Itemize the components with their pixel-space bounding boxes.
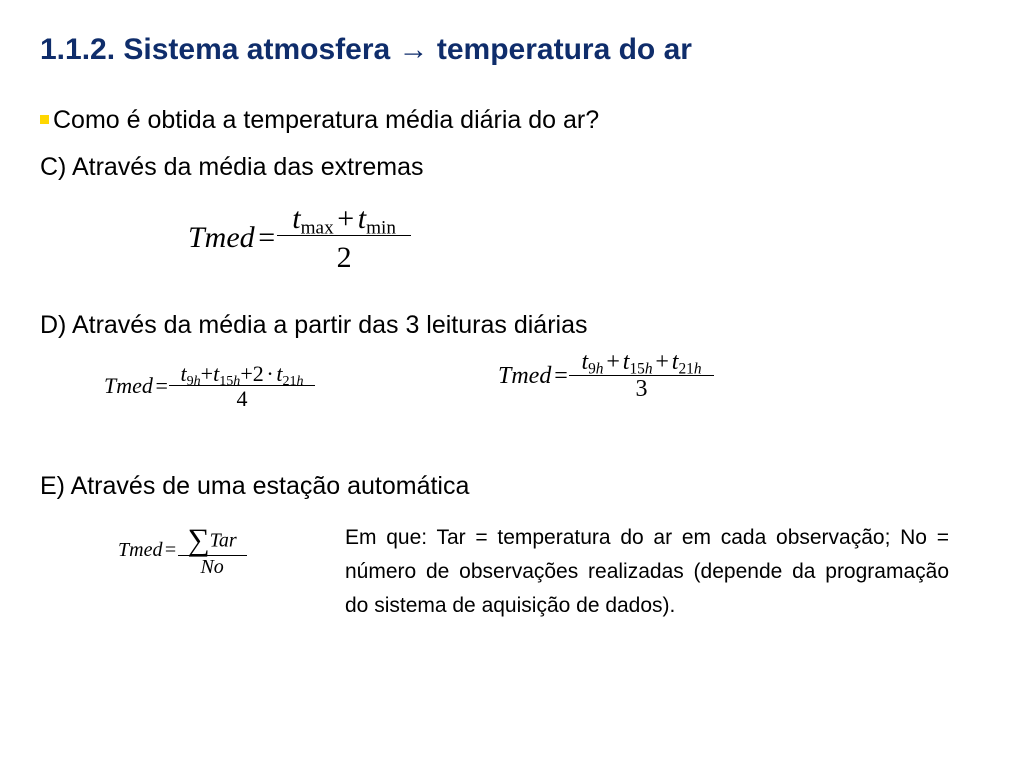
formula-simple-three-readings bbox=[498, 350, 706, 402]
formula-weighted-three-readings bbox=[104, 362, 308, 410]
square-bullet-icon bbox=[40, 115, 49, 124]
heading-e: E) Através de uma estação automática bbox=[40, 472, 470, 500]
formula-lhs: Tmed = bbox=[498, 362, 568, 389]
summation-icon: ∑ bbox=[187, 522, 210, 557]
formula-fraction bbox=[577, 350, 707, 402]
formula-extremes-mean bbox=[188, 203, 402, 273]
formula-fraction bbox=[286, 203, 402, 273]
formula-fraction bbox=[176, 362, 308, 410]
formula-lhs: Tmed = bbox=[104, 373, 168, 399]
question-bullet bbox=[40, 104, 599, 136]
formula-denominator: 2 bbox=[277, 235, 411, 274]
formula-numerator: $t_{max} + t_{min}$ bbox=[292, 202, 396, 239]
formula-denominator: 4 bbox=[169, 385, 314, 410]
question-text: Como é obtida a temperatura média diária do ar? bbox=[53, 106, 600, 134]
formula-denominator: 3 bbox=[569, 375, 713, 402]
formula-numerator: ∑Tar bbox=[187, 522, 237, 557]
variable-definitions-note: Em que: Tar = temperatura do ar em cada observação; No = número de observações realizadas (depende da programação do sistema de aquisição de dados). bbox=[345, 526, 949, 617]
formula-numerator: $t_{9h}+t_{15h}+2 \cdot t_{21h}$ bbox=[180, 361, 304, 389]
heading-d: D) Através da média a partir das 3 leituras diárias bbox=[40, 311, 588, 339]
formula-denominator: No bbox=[178, 555, 247, 578]
slide-title: 1.1.2. Sistema atmosfera → temperatura do ar bbox=[40, 33, 692, 66]
formula-numerator: $t_{9h} + t_{15h} + t_{21h}$ bbox=[581, 349, 702, 378]
heading-c: C) Através da média das extremas bbox=[40, 153, 424, 181]
formula-lhs: Tmed = bbox=[118, 539, 177, 562]
formula-lhs: Tmed = bbox=[188, 221, 276, 254]
formula-automatic-station bbox=[118, 524, 241, 578]
formula-fraction bbox=[184, 524, 241, 578]
